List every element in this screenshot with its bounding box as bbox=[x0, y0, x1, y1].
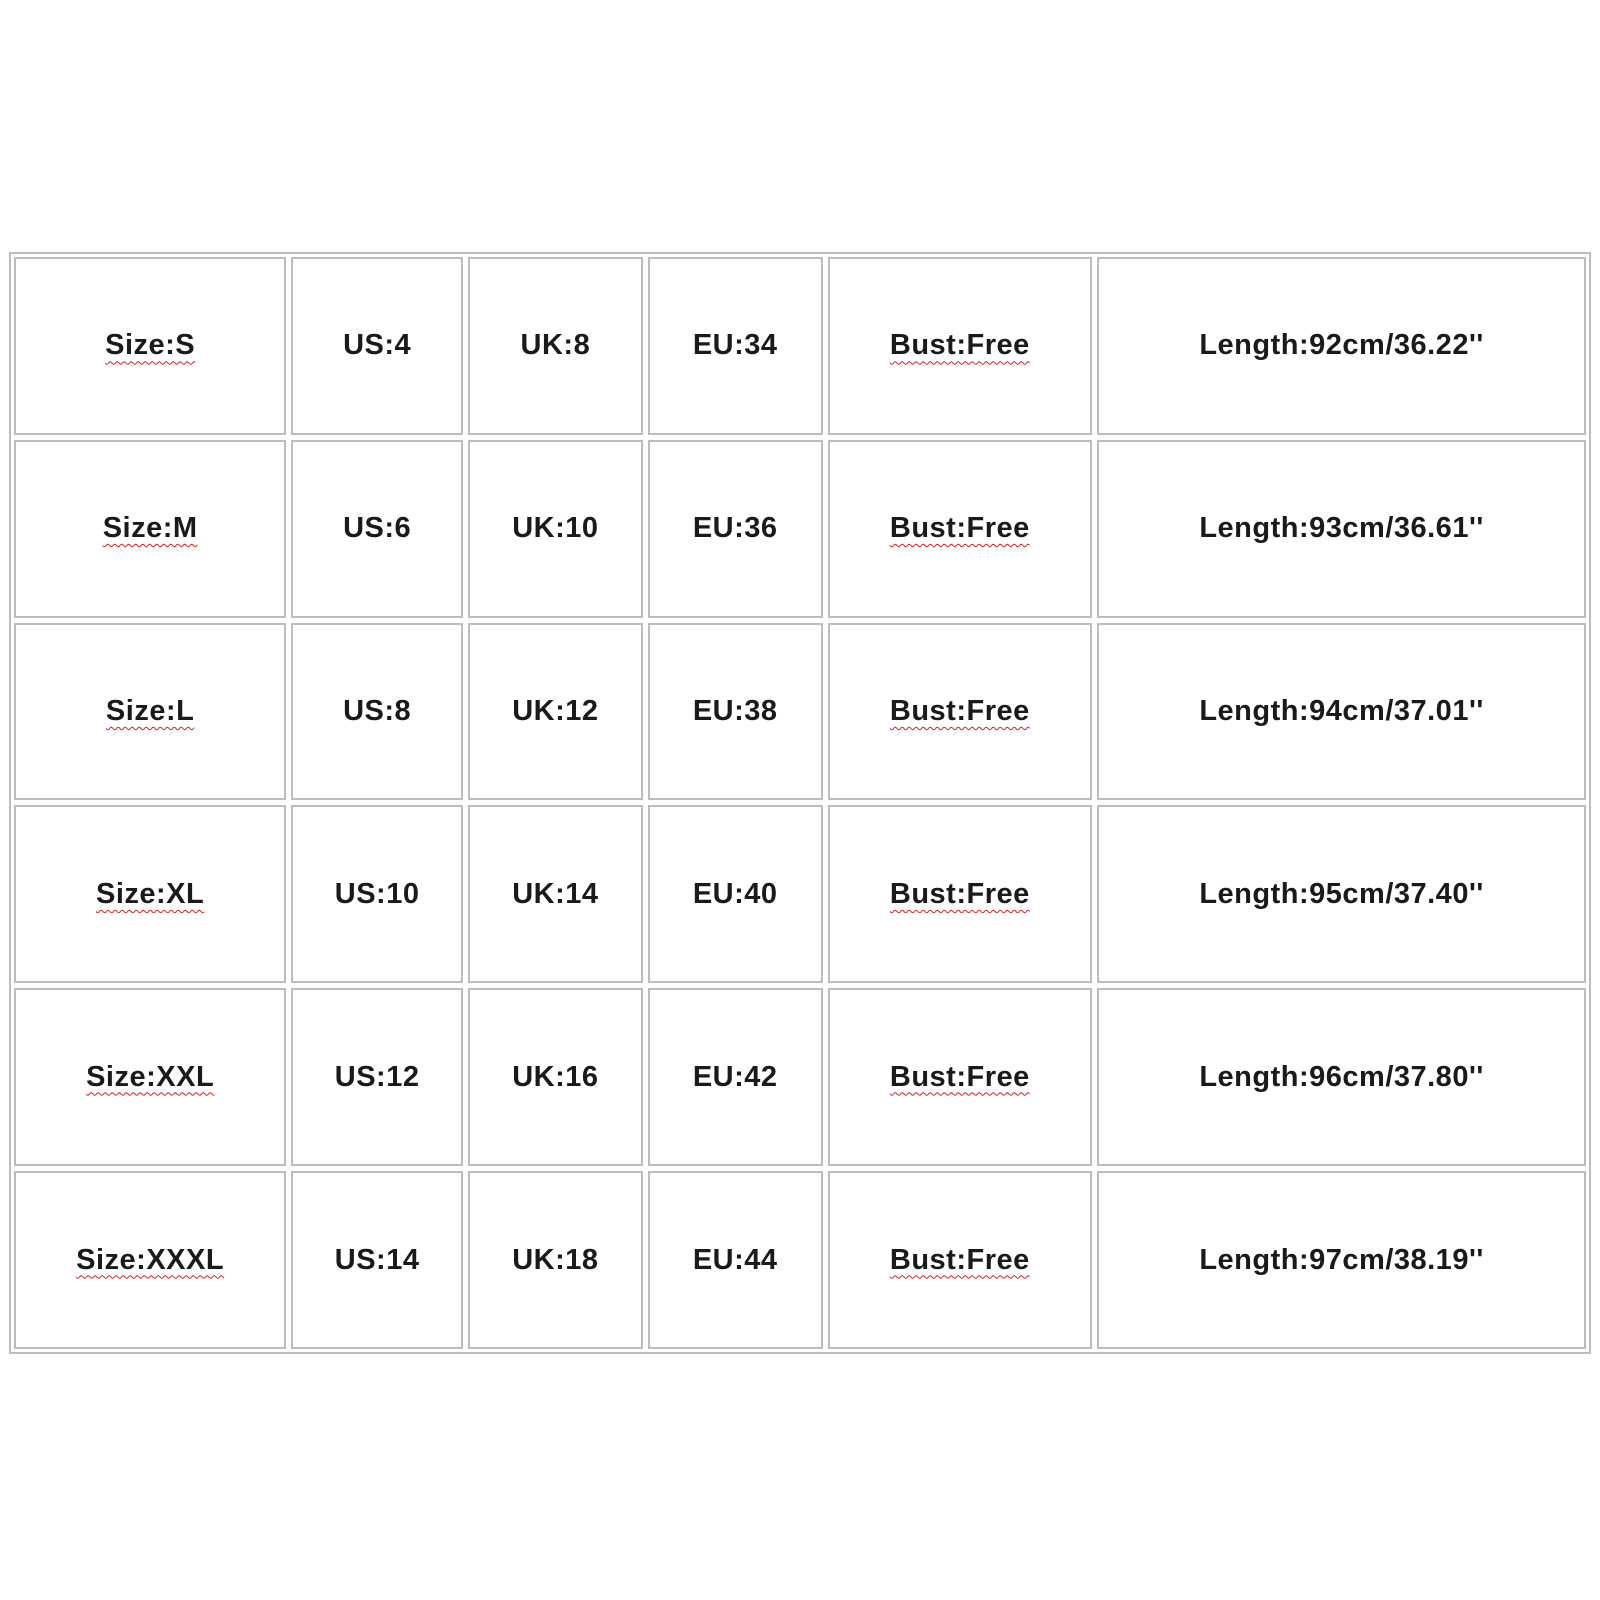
eu-size-cell: EU:38 bbox=[648, 623, 823, 801]
length-cell: Length:94cm/37.01'' bbox=[1097, 623, 1586, 801]
length-cell: Length:95cm/37.40'' bbox=[1097, 805, 1586, 983]
size-label: Size:XXL bbox=[86, 1060, 215, 1093]
eu-size-cell: EU:34 bbox=[648, 257, 823, 435]
size-chart bbox=[9, 252, 1591, 1354]
bust-label: Bust:Free bbox=[889, 1243, 1030, 1276]
eu-size-cell: EU:44 bbox=[648, 1171, 823, 1349]
uk-size-cell: UK:8 bbox=[468, 257, 643, 435]
uk-size-cell: UK:12 bbox=[468, 623, 643, 801]
size-label: Size:XL bbox=[96, 877, 205, 910]
length-cell: Length:96cm/37.80'' bbox=[1097, 988, 1586, 1166]
table-row bbox=[14, 257, 1586, 435]
table-row bbox=[14, 1171, 1586, 1349]
bust-label: Bust:Free bbox=[889, 1060, 1030, 1093]
size-cell bbox=[14, 257, 286, 435]
size-cell bbox=[14, 1171, 286, 1349]
bust-cell bbox=[828, 623, 1093, 801]
size-label: Size:L bbox=[105, 695, 195, 728]
uk-size-cell: UK:18 bbox=[468, 1171, 643, 1349]
length-cell: Length:92cm/36.22'' bbox=[1097, 257, 1586, 435]
bust-cell bbox=[828, 257, 1093, 435]
us-size-cell: US:10 bbox=[291, 805, 463, 983]
bust-cell bbox=[828, 988, 1093, 1166]
bust-cell bbox=[828, 440, 1093, 618]
eu-size-cell: EU:40 bbox=[648, 805, 823, 983]
eu-size-cell: EU:36 bbox=[648, 440, 823, 618]
us-size-cell: US:14 bbox=[291, 1171, 463, 1349]
us-size-cell: US:4 bbox=[291, 257, 463, 435]
length-cell: Length:97cm/38.19'' bbox=[1097, 1171, 1586, 1349]
table-row bbox=[14, 805, 1586, 983]
size-cell bbox=[14, 440, 286, 618]
bust-cell bbox=[828, 805, 1093, 983]
us-size-cell: US:6 bbox=[291, 440, 463, 618]
table-row bbox=[14, 623, 1586, 801]
size-label: Size:XXXL bbox=[76, 1243, 225, 1276]
bust-label: Bust:Free bbox=[889, 512, 1030, 545]
bust-label: Bust:Free bbox=[889, 329, 1030, 362]
uk-size-cell: UK:14 bbox=[468, 805, 643, 983]
size-label: Size:M bbox=[102, 512, 198, 545]
us-size-cell: US:8 bbox=[291, 623, 463, 801]
bust-label: Bust:Free bbox=[889, 877, 1030, 910]
uk-size-cell: UK:16 bbox=[468, 988, 643, 1166]
bust-label: Bust:Free bbox=[889, 695, 1030, 728]
length-cell: Length:93cm/36.61'' bbox=[1097, 440, 1586, 618]
size-label: Size:S bbox=[105, 329, 196, 362]
us-size-cell: US:12 bbox=[291, 988, 463, 1166]
size-cell bbox=[14, 988, 286, 1166]
size-chart-table bbox=[9, 252, 1591, 1354]
size-cell bbox=[14, 805, 286, 983]
table-row bbox=[14, 988, 1586, 1166]
uk-size-cell: UK:10 bbox=[468, 440, 643, 618]
size-cell bbox=[14, 623, 286, 801]
bust-cell bbox=[828, 1171, 1093, 1349]
eu-size-cell: EU:42 bbox=[648, 988, 823, 1166]
table-row bbox=[14, 440, 1586, 618]
